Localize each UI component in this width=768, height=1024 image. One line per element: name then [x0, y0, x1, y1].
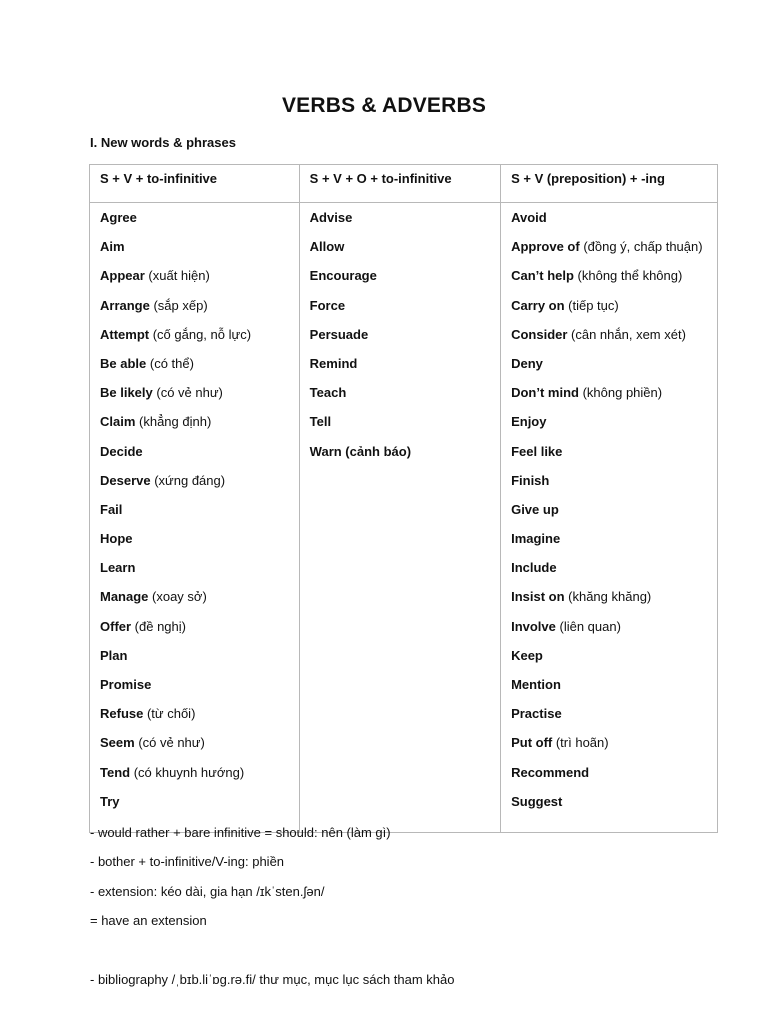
word-gloss: (đề nghị) [131, 618, 186, 634]
column-header-gerund: S + V (preposition) + -ing [501, 165, 718, 203]
word-term: Insist on [511, 589, 565, 605]
word-gloss: (khẳng định) [135, 414, 212, 430]
word-term: Keep [511, 647, 543, 663]
word-gloss: (có vẻ như) [152, 385, 223, 401]
list-item [100, 559, 299, 588]
list-item [511, 647, 717, 676]
word-term: Promise [100, 677, 152, 692]
list-item [100, 588, 299, 617]
list-item [511, 705, 717, 734]
word-gloss: (không thể không) [573, 268, 683, 284]
word-term: Attempt [100, 326, 150, 342]
list-item [511, 793, 717, 822]
list-item [100, 326, 299, 355]
word-term: Learn [100, 560, 136, 576]
list-item [511, 355, 717, 384]
list-item [511, 530, 717, 559]
word-term: Can’t help [511, 268, 574, 284]
verb-patterns-table [89, 164, 718, 833]
note-extension: - extension: kéo dài, gia hạn /ɪkˈsten.ʃən/ [90, 884, 325, 899]
list-item [511, 413, 717, 442]
list-item [100, 443, 299, 472]
word-term: Seem [100, 735, 135, 751]
word-term: Decide [100, 443, 143, 459]
list-item [511, 764, 717, 793]
word-term: Try [100, 793, 120, 809]
word-term: Hope [100, 531, 133, 547]
word-term: Arrange [100, 297, 150, 313]
word-term: Refuse [100, 706, 144, 722]
list-item [100, 413, 299, 442]
word-term: Imagine [511, 531, 561, 547]
word-gloss: (không phiền) [578, 385, 663, 401]
word-list-to-infinitive [100, 209, 299, 822]
word-term: Allow [309, 239, 345, 255]
word-term: Include [511, 560, 557, 576]
word-term: Suggest [511, 793, 563, 809]
list-item [100, 530, 299, 559]
word-gloss: (xứng đáng) [150, 472, 226, 488]
column-header-to-infinitive: S + V + to-infinitive [90, 165, 300, 203]
list-item [100, 793, 299, 822]
list-item [310, 238, 500, 267]
list-item [100, 297, 299, 326]
list-item [100, 676, 299, 705]
list-item [100, 209, 299, 238]
document-title: VERBS & ADVERBS [281, 94, 487, 117]
word-gloss: (cố gắng, nỗ lực) [149, 326, 252, 342]
word-term: Warn (cảnh báo) [309, 443, 412, 459]
word-term: Agree [100, 210, 137, 225]
table-header-row [90, 165, 718, 203]
word-term: Persuade [309, 326, 369, 342]
table-body-row [90, 203, 718, 833]
list-item [511, 618, 717, 647]
word-gloss: (có khuynh hướng) [130, 764, 245, 780]
word-term: Encourage [309, 268, 377, 284]
word-gloss: (có thể) [146, 355, 194, 371]
table-cell-object-to-infinitive [299, 203, 500, 833]
word-term: Aim [100, 239, 125, 255]
list-item [100, 472, 299, 501]
word-term: Enjoy [511, 414, 547, 430]
list-item [100, 501, 299, 530]
word-term: Carry on [511, 297, 565, 313]
column-header-object-to-infinitive: S + V + O + to-infinitive [299, 165, 500, 203]
list-item [310, 355, 500, 384]
word-term: Fail [100, 501, 123, 517]
list-item [310, 267, 500, 296]
list-item [511, 238, 717, 267]
word-term: Manage [100, 589, 149, 605]
word-term: Consider [511, 326, 568, 342]
word-gloss: (từ chối) [143, 706, 196, 722]
note-have-extension: = have an extension [90, 913, 207, 928]
list-item [310, 413, 500, 442]
word-term: Give up [511, 501, 559, 517]
list-item [100, 705, 299, 734]
word-list-object-to-infinitive [310, 209, 500, 472]
note-would-rather: - would rather + bare infinitive = should: nên (làm gì) [90, 825, 391, 840]
list-item [100, 238, 299, 267]
word-term: Tend [100, 764, 131, 780]
list-item [310, 297, 500, 326]
list-item [511, 559, 717, 588]
word-term: Plan [100, 647, 128, 663]
list-item [511, 326, 717, 355]
list-item [310, 443, 500, 472]
word-term: Approve of [511, 239, 580, 255]
word-term: Appear [100, 268, 145, 284]
list-item [100, 764, 299, 793]
list-item [100, 734, 299, 763]
table-cell-to-infinitive [90, 203, 300, 833]
list-item [511, 209, 717, 238]
list-item [100, 647, 299, 676]
word-gloss: (xuất hiện) [144, 268, 210, 284]
section-heading: I. New words & phrases [90, 135, 236, 150]
word-term: Put off [511, 735, 553, 751]
list-item [511, 297, 717, 326]
list-item [310, 209, 500, 238]
note-bother: - bother + to-infinitive/V-ing: phiền [90, 854, 285, 869]
word-term: Don’t mind [511, 385, 579, 401]
list-item [100, 267, 299, 296]
note-bibliography: - bibliography /ˌbɪb.liˈɒɡ.rə.fi/ thư mục, mục lục sách tham khảo [90, 972, 455, 987]
word-term: Finish [511, 472, 550, 488]
list-item [100, 618, 299, 647]
list-item [100, 384, 299, 413]
word-gloss: (đồng ý, chấp thuận) [579, 239, 703, 255]
word-gloss: (tiếp tục) [564, 297, 619, 313]
word-term: Tell [309, 414, 332, 430]
word-gloss: (trì hoãn) [552, 735, 609, 751]
word-gloss: (xoay sở) [148, 589, 207, 605]
list-item [511, 267, 717, 296]
list-item [310, 384, 500, 413]
list-item [511, 676, 717, 705]
word-term: Claim [100, 414, 136, 430]
word-gloss: (khăng khăng) [564, 589, 652, 605]
word-term: Recommend [511, 764, 590, 780]
word-gloss: (liên quan) [555, 618, 621, 634]
list-item [511, 588, 717, 617]
word-term: Teach [309, 385, 347, 401]
word-term: Avoid [511, 210, 547, 225]
word-term: Practise [511, 706, 562, 722]
list-item [511, 734, 717, 763]
list-item [511, 472, 717, 501]
list-item [511, 443, 717, 472]
table-cell-gerund [501, 203, 718, 833]
word-list-gerund [511, 209, 717, 822]
word-term: Deserve [100, 472, 151, 488]
word-term: Mention [511, 677, 561, 692]
list-item [100, 355, 299, 384]
word-term: Involve [511, 618, 556, 634]
list-item [511, 501, 717, 530]
word-term: Be able [100, 355, 147, 371]
word-gloss: (sắp xếp) [149, 297, 208, 313]
word-term: Deny [511, 355, 543, 371]
list-item [511, 384, 717, 413]
word-gloss: (có vẻ như) [134, 735, 205, 751]
list-item [310, 326, 500, 355]
word-term: Advise [309, 210, 353, 225]
word-term: Remind [309, 355, 358, 371]
word-term: Be likely [100, 385, 153, 401]
word-term: Offer [100, 618, 132, 634]
word-term: Feel like [511, 443, 563, 459]
word-term: Force [309, 297, 346, 313]
word-gloss: (cân nhắn, xem xét) [567, 326, 686, 342]
